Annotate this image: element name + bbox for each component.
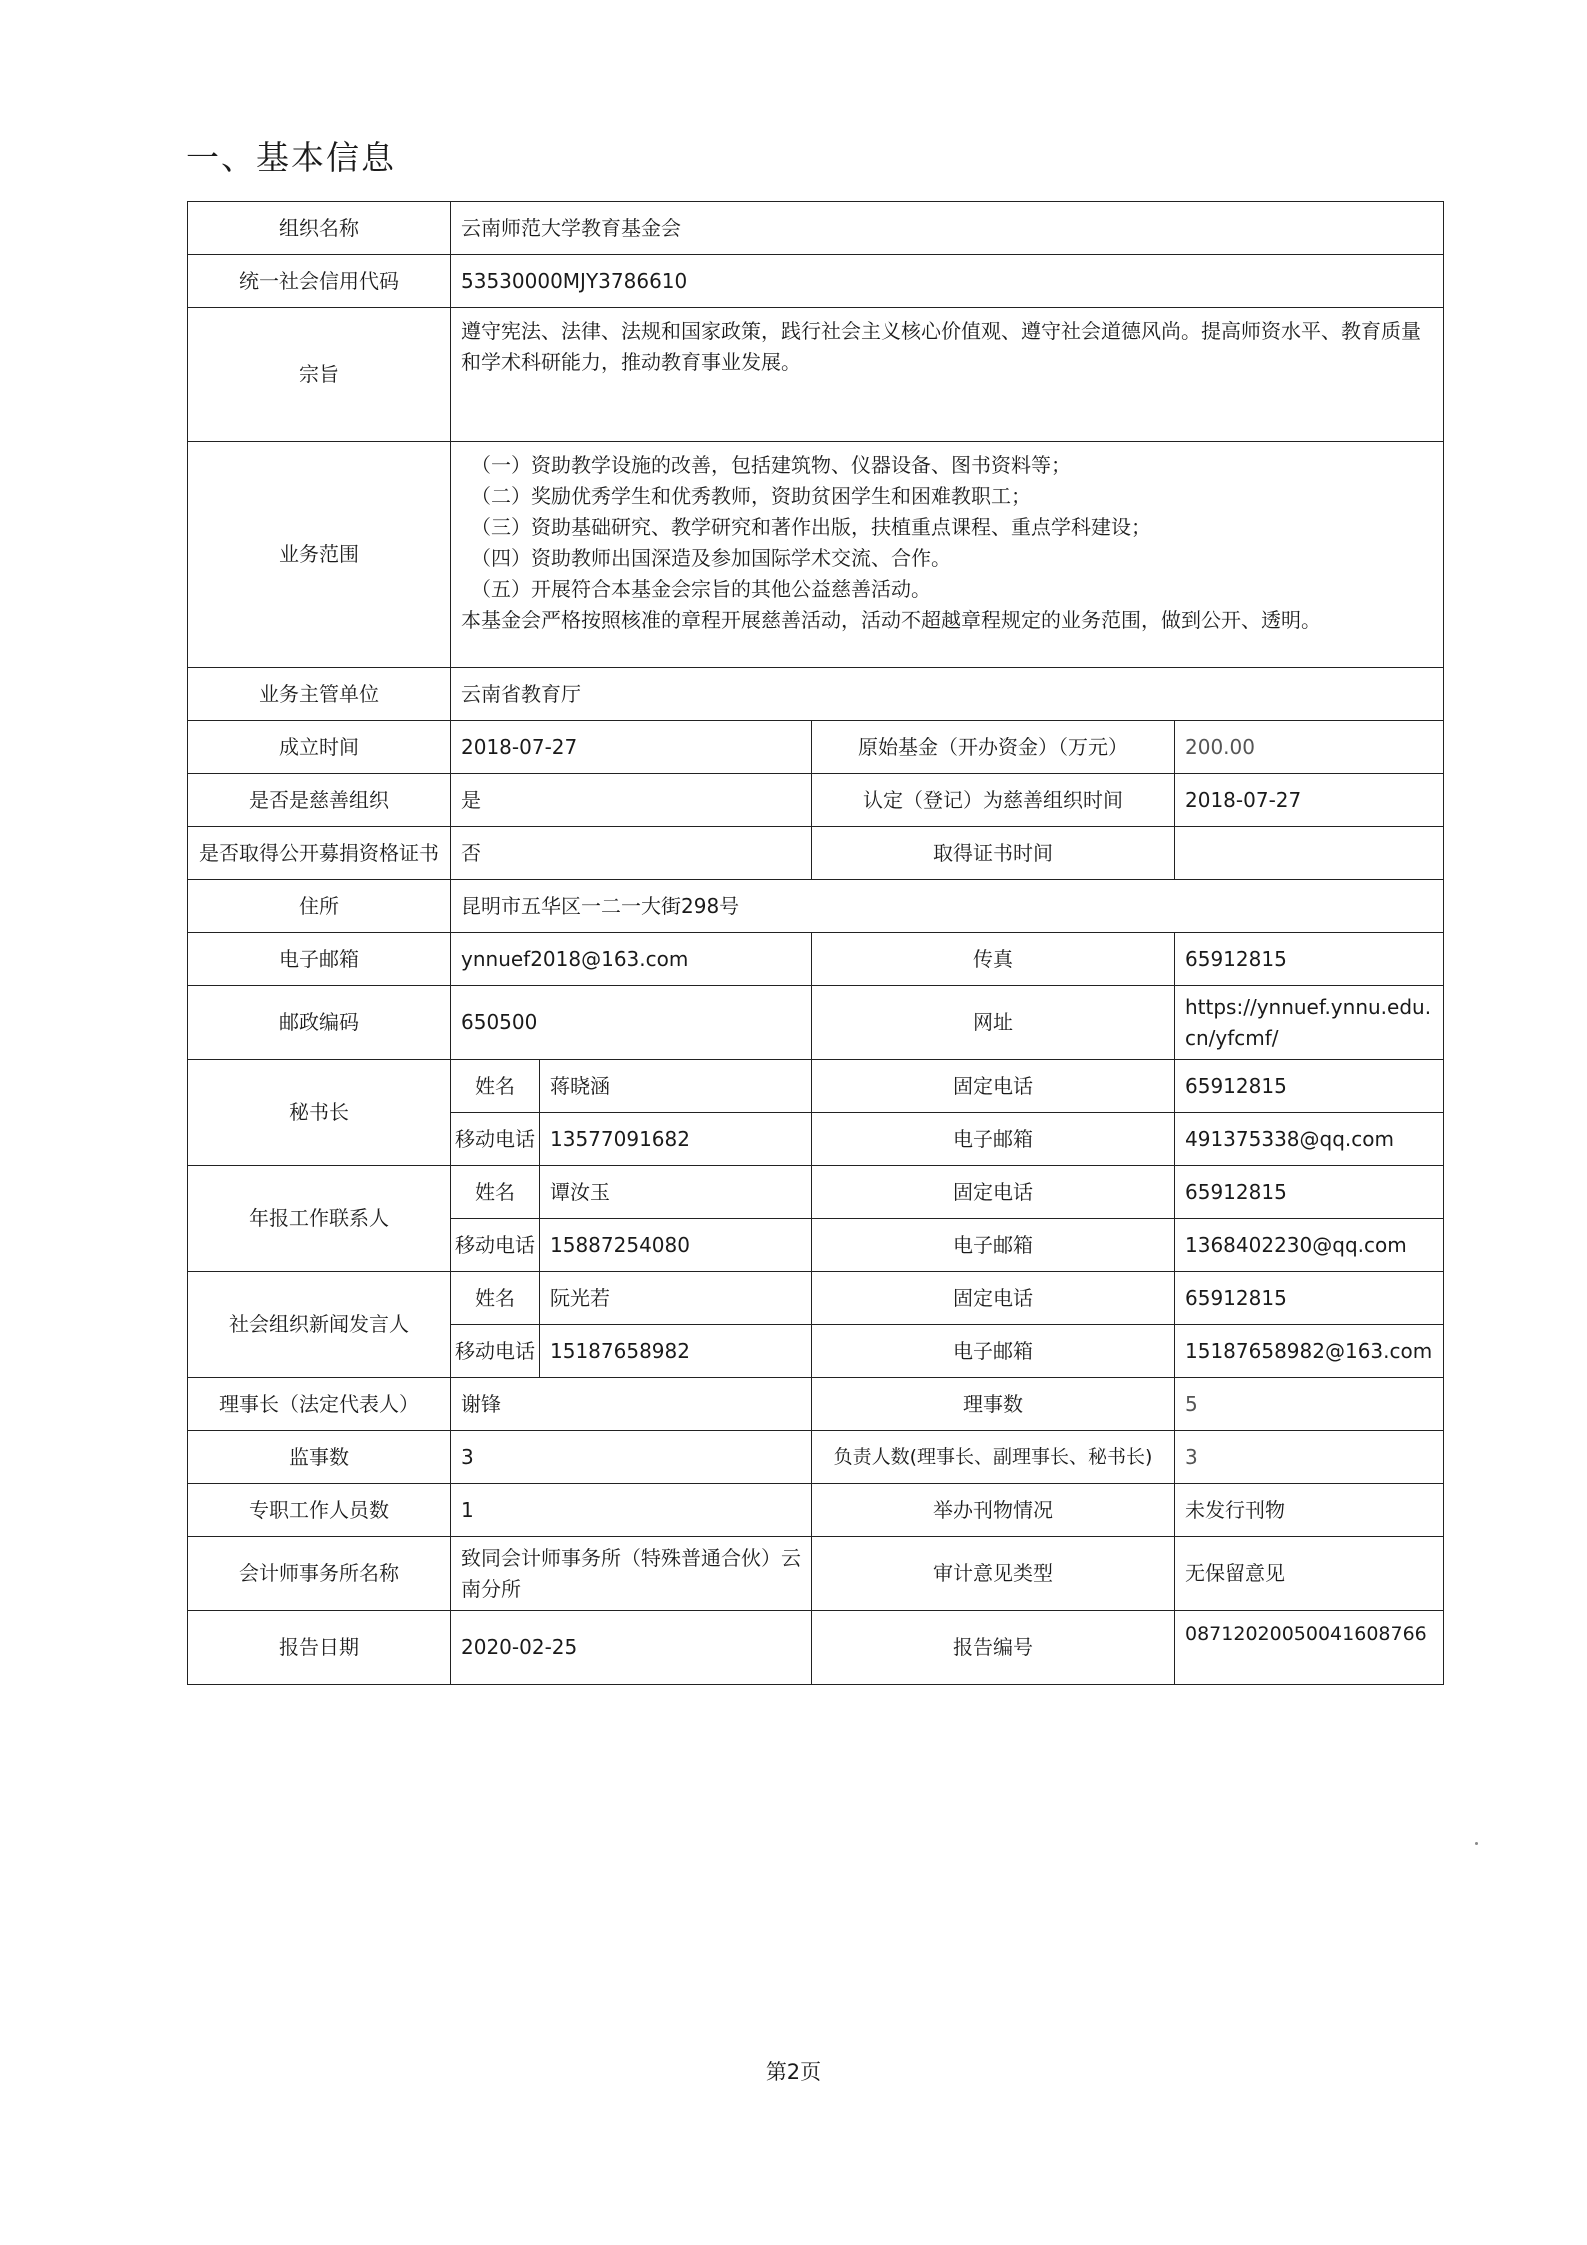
accounting-firm-value: 致同会计师事务所（特殊普通合伙）云南分所	[451, 1537, 812, 1611]
supervisor-value: 云南省教育厅	[451, 668, 1444, 721]
secretary-label: 秘书长	[188, 1060, 451, 1166]
org-name-value: 云南师范大学教育基金会	[451, 202, 1444, 255]
supervisors-label: 监事数	[188, 1431, 451, 1484]
report-contact-mobile: 15887254080	[540, 1219, 812, 1272]
fax-value: 65912815	[1175, 933, 1444, 986]
leaders-label: 负责人数(理事长、副理事长、秘书长)	[812, 1431, 1175, 1484]
fax-label: 传真	[812, 933, 1175, 986]
postcode-label: 邮政编码	[188, 986, 451, 1060]
directors-value: 5	[1175, 1378, 1444, 1431]
audit-opinion-value: 无保留意见	[1175, 1537, 1444, 1611]
report-contact-phone: 65912815	[1175, 1166, 1444, 1219]
scope-label: 业务范围	[188, 442, 451, 668]
page-number: 第2页	[765, 2060, 822, 2084]
report-contact-name-label: 姓名	[451, 1166, 540, 1219]
fundraising-cert-label: 是否取得公开募捐资格证书	[188, 827, 451, 880]
secretary-mobile-label: 移动电话	[451, 1113, 540, 1166]
section-heading: 一、基本信息	[186, 138, 396, 177]
scope-item: （一）资助教学设施的改善，包括建筑物、仪器设备、图书资料等；	[471, 453, 1071, 477]
basic-info-table	[187, 201, 1444, 1685]
scope-value	[451, 442, 1444, 668]
scope-item: （五）开展符合本基金会宗旨的其他公益慈善活动。	[471, 577, 931, 601]
secretary-name: 蒋晓涵	[540, 1060, 812, 1113]
credit-code-label: 统一社会信用代码	[188, 255, 451, 308]
supervisors-value: 3	[451, 1431, 812, 1484]
is-charity-label: 是否是慈善组织	[188, 774, 451, 827]
chairman-value: 谢锋	[451, 1378, 812, 1431]
email-value: ynnuef2018@163.com	[451, 933, 812, 986]
report-no-label: 报告编号	[812, 1611, 1175, 1685]
charity-date-value: 2018-07-27	[1175, 774, 1444, 827]
report-contact-email-label: 电子邮箱	[812, 1219, 1175, 1272]
cert-date-value	[1175, 827, 1444, 880]
report-date-value: 2020-02-25	[451, 1611, 812, 1685]
credit-code-value: 53530000MJY3786610	[451, 255, 1444, 308]
postcode-value: 650500	[451, 986, 812, 1060]
secretary-name-label: 姓名	[451, 1060, 540, 1113]
spokesperson-email-label: 电子邮箱	[812, 1325, 1175, 1378]
org-name-label: 组织名称	[188, 202, 451, 255]
spokesperson-phone: 65912815	[1175, 1272, 1444, 1325]
publications-value: 未发行刊物	[1175, 1484, 1444, 1537]
website-value: https://ynnuef.ynnu.edu.cn/yfcmf/	[1175, 986, 1444, 1060]
report-contact-email: 1368402230@qq.com	[1175, 1219, 1444, 1272]
address-label: 住所	[188, 880, 451, 933]
report-contact-label: 年报工作联系人	[188, 1166, 451, 1272]
spokesperson-label: 社会组织新闻发言人	[188, 1272, 451, 1378]
initial-fund-value: 200.00	[1175, 721, 1444, 774]
secretary-phone-label: 固定电话	[812, 1060, 1175, 1113]
email-label: 电子邮箱	[188, 933, 451, 986]
founded-value: 2018-07-27	[451, 721, 812, 774]
accounting-firm-label: 会计师事务所名称	[188, 1537, 451, 1611]
is-charity-value: 是	[451, 774, 812, 827]
spokesperson-email: 15187658982@163.com	[1175, 1325, 1444, 1378]
staff-value: 1	[451, 1484, 812, 1537]
staff-label: 专职工作人员数	[188, 1484, 451, 1537]
report-contact-phone-label: 固定电话	[812, 1166, 1175, 1219]
report-no-value: 08712020050041608766	[1175, 1611, 1444, 1685]
spokesperson-name-label: 姓名	[451, 1272, 540, 1325]
supervisor-label: 业务主管单位	[188, 668, 451, 721]
report-date-label: 报告日期	[188, 1611, 451, 1685]
initial-fund-label: 原始基金（开办资金）（万元）	[812, 721, 1175, 774]
chairman-label: 理事长（法定代表人）	[188, 1378, 451, 1431]
audit-opinion-label: 审计意见类型	[812, 1537, 1175, 1611]
cert-date-label: 取得证书时间	[812, 827, 1175, 880]
scope-note: 本基金会严格按照核准的章程开展慈善活动，活动不超越章程规定的业务范围，做到公开、透明。	[461, 608, 1321, 632]
website-label: 网址	[812, 986, 1175, 1060]
charity-date-label: 认定（登记）为慈善组织时间	[812, 774, 1175, 827]
spokesperson-name: 阮光若	[540, 1272, 812, 1325]
publications-label: 举办刊物情况	[812, 1484, 1175, 1537]
spokesperson-mobile-label: 移动电话	[451, 1325, 540, 1378]
scan-speck	[1475, 1842, 1478, 1845]
secretary-mobile: 13577091682	[540, 1113, 812, 1166]
report-contact-mobile-label: 移动电话	[451, 1219, 540, 1272]
scope-item: （二）奖励优秀学生和优秀教师，资助贫困学生和困难教职工；	[471, 484, 1031, 508]
founded-label: 成立时间	[188, 721, 451, 774]
report-contact-name: 谭汝玉	[540, 1166, 812, 1219]
purpose-label: 宗旨	[188, 308, 451, 442]
spokesperson-phone-label: 固定电话	[812, 1272, 1175, 1325]
spokesperson-mobile: 15187658982	[540, 1325, 812, 1378]
scope-item: （四）资助教师出国深造及参加国际学术交流、合作。	[471, 546, 951, 570]
address-value: 昆明市五华区一二一大街298号	[451, 880, 1444, 933]
secretary-email-label: 电子邮箱	[812, 1113, 1175, 1166]
leaders-value: 3	[1175, 1431, 1444, 1484]
scope-item: （三）资助基础研究、教学研究和著作出版，扶植重点课程、重点学科建设；	[471, 515, 1151, 539]
directors-label: 理事数	[812, 1378, 1175, 1431]
purpose-value: 遵守宪法、法律、法规和国家政策，践行社会主义核心价值观、遵守社会道德风尚。提高师资水平、教育质量和学术科研能力，推动教育事业发展。	[451, 308, 1444, 442]
fundraising-cert-value: 否	[451, 827, 812, 880]
secretary-email: 491375338@qq.com	[1175, 1113, 1444, 1166]
secretary-phone: 65912815	[1175, 1060, 1444, 1113]
